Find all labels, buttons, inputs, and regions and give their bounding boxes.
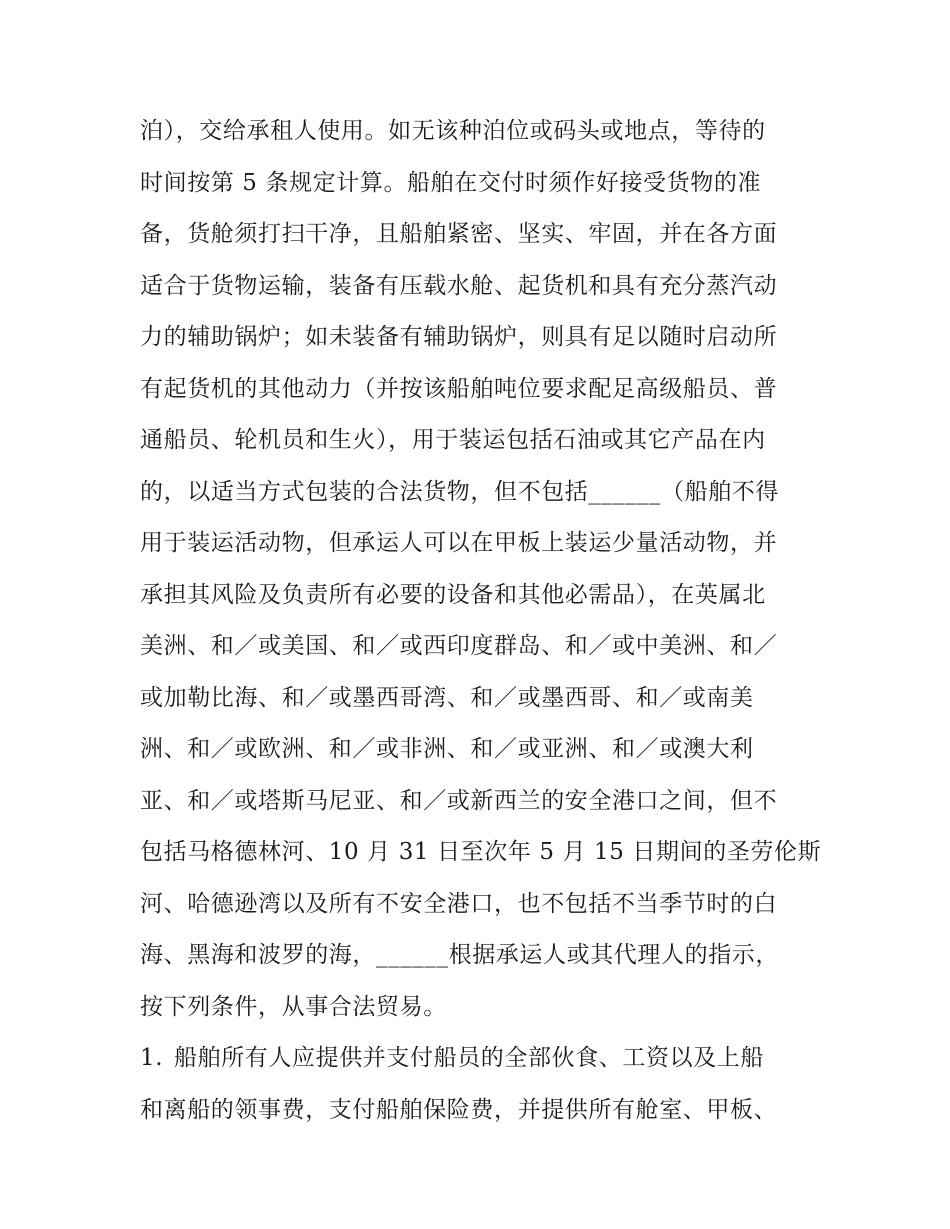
paragraph-line: 泊），交给承租人使用。如无该种泊位或码头或地点，等待的	[140, 118, 766, 144]
list-item-1	[140, 1033, 820, 1085]
list-item-text: 船舶所有人应提供并支付船员的全部伙食、工资以及上船	[174, 1045, 764, 1071]
paragraph-line: 洲、和／或欧洲、和／或非洲、和／或亚洲、和／或澳大利	[140, 736, 754, 762]
paragraph-line: 有起货机的其他动力（并按该船舶吨位要求配足高级船员、普	[140, 375, 778, 402]
paragraph-line: 力的辅助锅炉；如未装备有辅助锅炉，则具有足以随时启动所	[140, 324, 778, 350]
paragraph-line: 时间按第 5 条规定计算。船舶在交付时须作好接受货物的准	[140, 169, 762, 196]
list-item-continuation: 和离船的领事费，支付船舶保险费，并提供所有舱室、甲板、	[140, 1096, 778, 1123]
paragraph-line: 或加勒比海、和／或墨西哥湾、和／或墨西哥、和／或南美	[140, 684, 754, 711]
body-text	[140, 106, 820, 1136]
paragraph-line: 通船员、轮机员和生火），用于装运包括石油或其它产品在内	[140, 427, 766, 453]
list-item-number: 1.	[140, 1045, 164, 1071]
paragraph-line: 河、哈德逊湾以及所有不安全港口，也不包括不当季节时的白	[140, 890, 778, 917]
paragraph-line: 按下列条件，从事合法贸易。	[140, 993, 447, 1020]
paragraph-line: 备，货舱须打扫干净，且船舶紧密、坚实、牢固，并在各方面	[140, 221, 778, 247]
paragraph-line: 用于装运活动物，但承运人可以在甲板上装运少量活动物，并	[140, 530, 778, 556]
paragraph-line: 亚、和／或塔斯马尼亚、和／或新西兰的安全港口之间，但不	[140, 787, 778, 814]
paragraph-line: 适合于货物运输，装备有压载水舱、起货机和具有充分蒸汽动	[140, 272, 778, 299]
paragraph-line: 承担其风险及负责所有必要的设备和其他必需品），在英属北	[140, 581, 766, 608]
paragraph-line: 的，以适当方式包装的合法货物，但不包括______（船舶不得	[140, 478, 779, 505]
paragraph-line: 包括马格德林河、10 月 31 日至次年 5 月 15 日期间的圣劳伦斯	[140, 839, 822, 865]
paragraph-line: 美洲、和／或美国、和／或西印度群岛、和／或中美洲、和／	[140, 633, 778, 659]
paragraph-line: 海、黑海和波罗的海，______根据承运人或其代理人的指示，	[140, 942, 779, 968]
